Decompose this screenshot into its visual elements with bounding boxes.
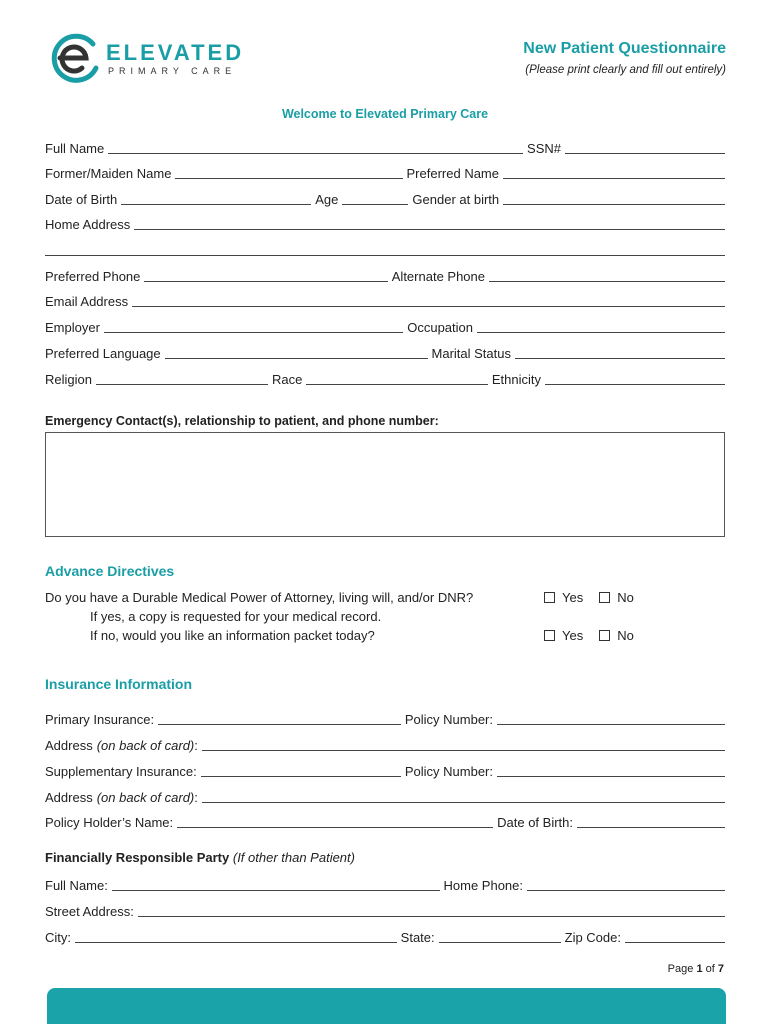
marital-status-field[interactable]: [515, 347, 725, 359]
policy-holder-dob-label: Date of Birth:: [497, 815, 573, 830]
policy-holder-field[interactable]: [177, 816, 493, 828]
info-packet-options: [544, 628, 634, 643]
occupation-label: Occupation: [407, 320, 473, 335]
brand-logo: [46, 30, 246, 88]
row-dob-age-gender: [45, 191, 725, 207]
advance-directive-note: If yes, a copy is requested for your medical record.: [90, 609, 382, 624]
row-primary-insurance: [45, 711, 725, 727]
emergency-contact-textbox[interactable]: [45, 432, 725, 537]
row-supplementary-insurance: [45, 763, 725, 779]
zip-label: Zip Code:: [564, 930, 621, 945]
employer-label: Employer: [45, 320, 100, 335]
yes-label: Yes: [562, 628, 584, 643]
ssn-field[interactable]: [565, 142, 725, 154]
advance-directives-heading: Advance Directives: [45, 563, 175, 579]
financial-full-name-field[interactable]: [112, 879, 440, 891]
primary-policy-number-field[interactable]: [497, 713, 725, 725]
row-language-marital: [45, 345, 725, 361]
supplementary-insurance-field[interactable]: [201, 765, 401, 777]
full-name-field[interactable]: [108, 142, 523, 154]
financial-party-title: Financially Responsible Party: [45, 850, 230, 865]
preferred-phone-label: Preferred Phone: [45, 269, 141, 284]
address-label: Address: [45, 738, 93, 753]
total-pages: 7: [717, 963, 724, 975]
row-financial-name-phone: [45, 877, 725, 893]
alternate-phone-label: Alternate Phone: [391, 269, 485, 284]
row-name-ssn: [45, 140, 725, 156]
yes-label: Yes: [562, 590, 584, 605]
full-name-label: Full Name: [45, 141, 105, 156]
street-address-field[interactable]: [138, 905, 725, 917]
city-field[interactable]: [75, 931, 397, 943]
info-packet-no-checkbox[interactable]: [599, 630, 610, 641]
age-label: Age: [315, 192, 339, 207]
preferred-name-label: Preferred Name: [406, 166, 499, 181]
row-former-preferred: [45, 165, 725, 181]
row-street-address: [45, 903, 725, 919]
row-email: [45, 293, 725, 309]
supplementary-insurance-address-field[interactable]: [202, 791, 725, 803]
address-label: Address: [45, 790, 93, 805]
row-policy-holder: [45, 814, 725, 830]
logo-wordmark: ELEVATED: [106, 40, 245, 65]
home-address-field[interactable]: [134, 218, 725, 230]
insurance-heading: Insurance Information: [45, 676, 193, 692]
employer-field[interactable]: [104, 321, 403, 333]
info-packet-yes-checkbox[interactable]: [544, 630, 555, 641]
alternate-phone-field[interactable]: [489, 270, 725, 282]
occupation-field[interactable]: [477, 321, 725, 333]
ethnicity-label: Ethnicity: [491, 372, 541, 387]
primary-insurance-label: Primary Insurance:: [45, 712, 155, 727]
financial-full-name-label: Full Name:: [45, 878, 108, 893]
current-page: 1: [696, 963, 703, 975]
no-label: No: [617, 628, 634, 643]
row-employer-occupation: [45, 319, 725, 335]
home-phone-field[interactable]: [527, 879, 725, 891]
race-label: Race: [271, 372, 303, 387]
address-colon: :: [194, 790, 198, 805]
dob-field[interactable]: [121, 193, 311, 205]
logo-subtitle: PRIMARY CARE: [108, 66, 237, 76]
policy-number-label: Policy Number:: [404, 764, 493, 779]
age-field[interactable]: [342, 193, 408, 205]
row-home-address-2: [45, 242, 725, 258]
row-home-address: [45, 216, 725, 232]
home-address-line-2[interactable]: [45, 244, 725, 256]
city-label: City:: [45, 930, 71, 945]
primary-insurance-field[interactable]: [158, 713, 401, 725]
preferred-language-field[interactable]: [165, 347, 428, 359]
religion-field[interactable]: [96, 373, 268, 385]
policy-holder-dob-field[interactable]: [577, 816, 725, 828]
advance-directive-yes-checkbox[interactable]: [544, 592, 555, 603]
address-colon: :: [194, 738, 198, 753]
race-field[interactable]: [306, 373, 488, 385]
welcome-heading: Welcome to Elevated Primary Care: [281, 107, 489, 121]
page-indicator: [668, 963, 724, 975]
home-phone-label: Home Phone:: [443, 878, 523, 893]
former-name-label: Former/Maiden Name: [45, 166, 172, 181]
gender-label: Gender at birth: [412, 192, 500, 207]
address-note: (on back of card): [96, 738, 195, 753]
email-label: Email Address: [45, 294, 129, 309]
supplementary-policy-number-field[interactable]: [497, 765, 725, 777]
zip-field[interactable]: [625, 931, 725, 943]
policy-number-label: Policy Number:: [404, 712, 493, 727]
marital-status-label: Marital Status: [431, 346, 511, 361]
financial-party-note: (If other than Patient): [232, 850, 355, 865]
advance-directive-question: Do you have a Durable Medical Power of Attorney, living will, and/or DNR?: [45, 590, 474, 605]
footer-bar: [47, 988, 726, 1024]
former-name-field[interactable]: [175, 167, 402, 179]
policy-holder-label: Policy Holder’s Name:: [45, 815, 174, 830]
no-label: No: [617, 590, 634, 605]
row-supplementary-address: [45, 789, 725, 805]
supplementary-insurance-label: Supplementary Insurance:: [45, 764, 197, 779]
advance-directive-no-checkbox[interactable]: [599, 592, 610, 603]
row-primary-address: [45, 737, 725, 753]
advance-directive-options: [544, 590, 634, 605]
street-address-label: Street Address:: [45, 904, 134, 919]
row-city-state-zip: [45, 929, 725, 945]
primary-insurance-address-field[interactable]: [202, 739, 725, 751]
religion-label: Religion: [45, 372, 92, 387]
gender-field[interactable]: [503, 193, 725, 205]
financial-party-heading: [45, 850, 355, 865]
row-phones: [45, 268, 725, 284]
of-word: of: [705, 963, 715, 975]
preferred-name-field[interactable]: [503, 167, 725, 179]
home-address-label: Home Address: [45, 217, 131, 232]
ssn-label: SSN#: [527, 141, 561, 156]
document-subtitle: (Please print clearly and fill out entirely): [525, 64, 726, 76]
elevated-logo-icon: [46, 30, 102, 86]
state-label: State:: [400, 930, 435, 945]
preferred-phone-field[interactable]: [144, 270, 387, 282]
dob-label: Date of Birth: [45, 192, 118, 207]
page-word: Page: [667, 963, 694, 975]
emergency-contact-label: Emergency Contact(s), relationship to patient, and phone number:: [45, 414, 439, 428]
row-religion-race-ethnicity: [45, 371, 725, 387]
address-note: (on back of card): [96, 790, 195, 805]
ethnicity-field[interactable]: [545, 373, 725, 385]
info-packet-question: If no, would you like an information packet today?: [90, 628, 375, 643]
document-title: New Patient Questionnaire: [523, 40, 726, 57]
email-field[interactable]: [132, 295, 725, 307]
preferred-language-label: Preferred Language: [45, 346, 161, 361]
state-field[interactable]: [439, 931, 561, 943]
